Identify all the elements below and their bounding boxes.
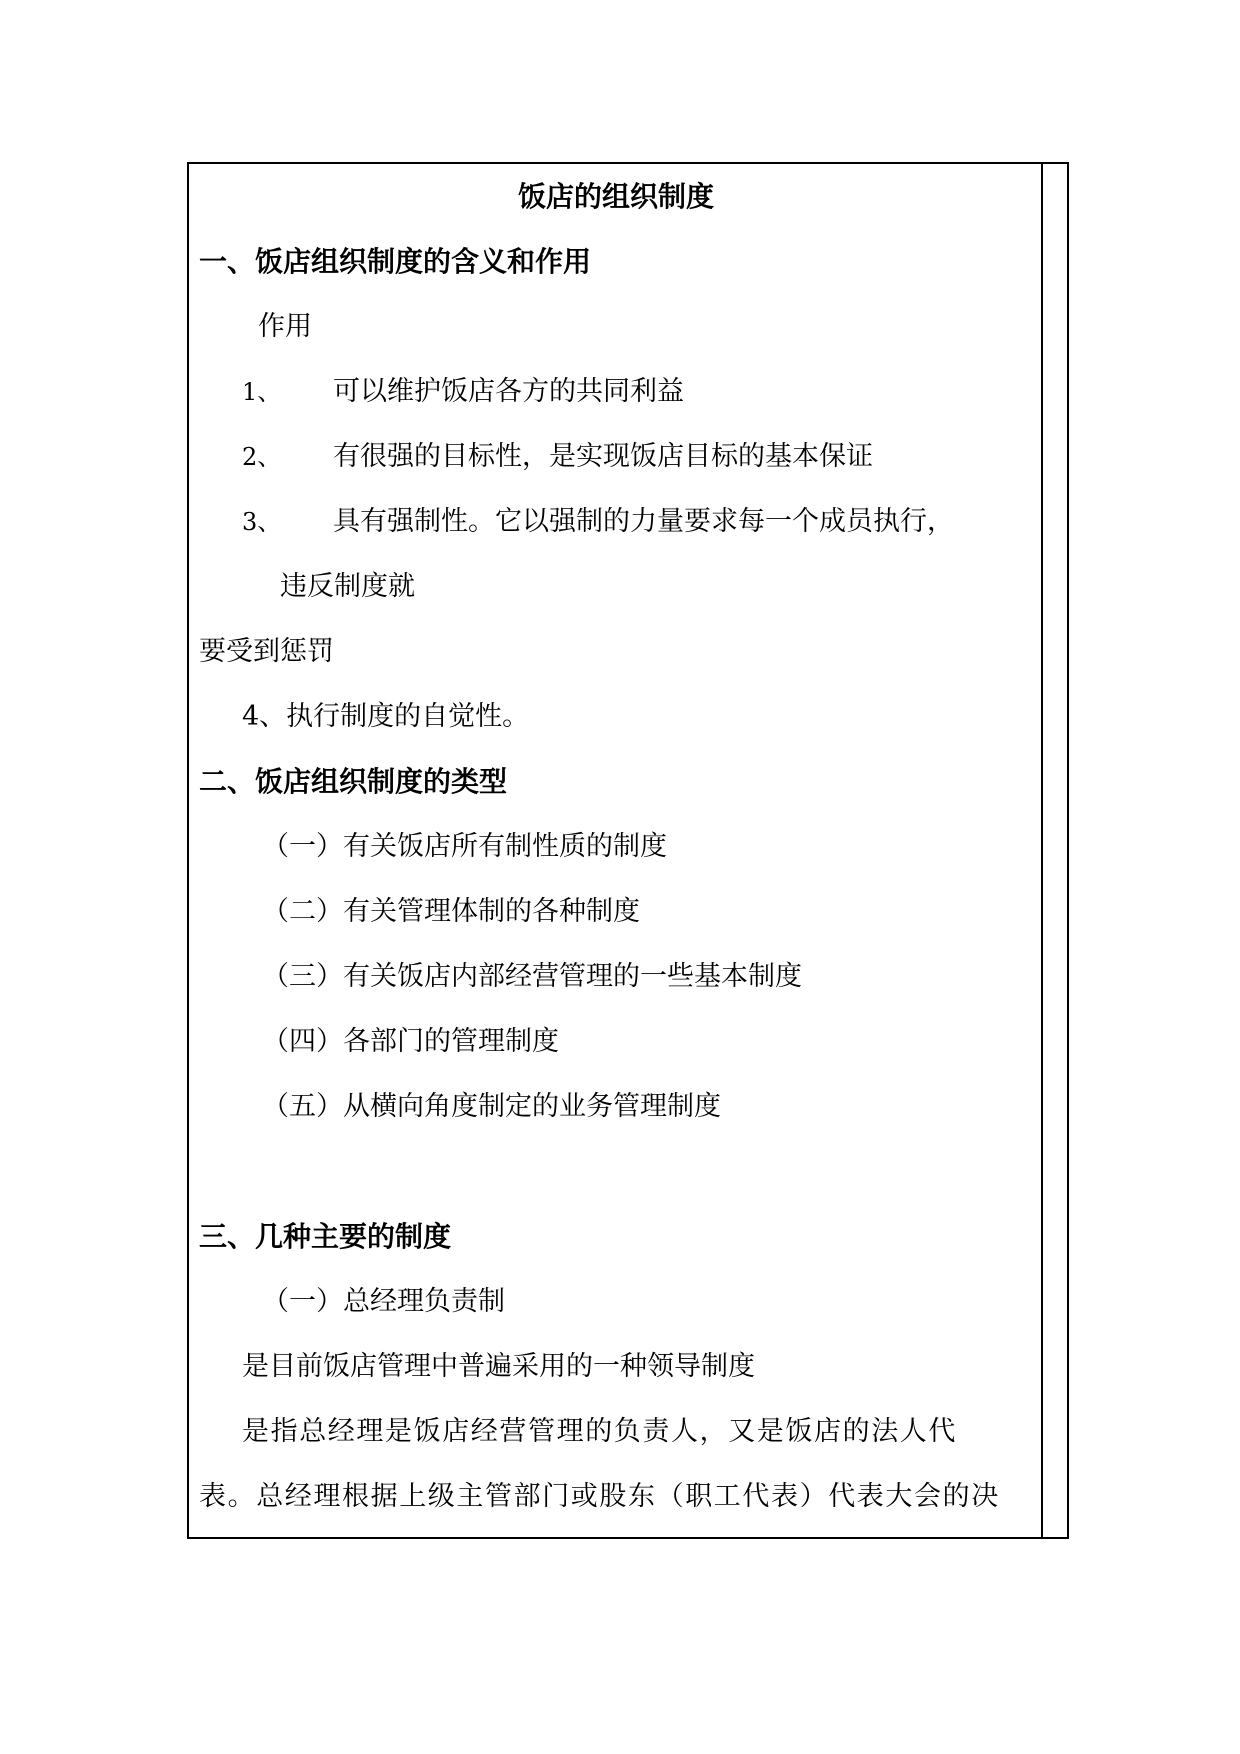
paragraph: 是指总经理是饭店经营管理的负责人，又是饭店的法人代 (242, 1416, 957, 1447)
list-item-number: 2、 (242, 443, 282, 471)
table-column-divider (1041, 162, 1043, 1539)
section-3-subheading: （一）总经理负责制 (262, 1286, 505, 1317)
list-item-number: 1、 (242, 378, 282, 406)
document-title: 饭店的组织制度 (518, 180, 715, 213)
list-item-text: 具有强制性。它以强制的力量要求每一个成员执行， (333, 506, 954, 537)
paragraph: 是目前饭店管理中普遍采用的一种领导制度 (242, 1351, 755, 1382)
list-item-text: 可以维护饭店各方的共同利益 (333, 376, 684, 407)
section-1-subheading: 作用 (258, 311, 312, 342)
list-item-continuation: 违反制度就 (280, 571, 415, 602)
list-item-text: 4、执行制度的自觉性。 (242, 701, 530, 732)
list-item-continuation: 要受到惩罚 (199, 636, 334, 667)
type-list-item: （三）有关饭店内部经营管理的一些基本制度 (262, 961, 802, 992)
section-2-heading: 二、饭店组织制度的类型 (199, 765, 508, 798)
section-1-heading: 一、饭店组织制度的含义和作用 (199, 245, 592, 278)
type-list-item: （五）从横向角度制定的业务管理制度 (262, 1091, 721, 1122)
type-list-item: （一）有关饭店所有制性质的制度 (262, 831, 667, 862)
section-3-heading: 三、几种主要的制度 (199, 1220, 452, 1253)
type-list-item: （四）各部门的管理制度 (262, 1026, 559, 1057)
paragraph: 表。总经理根据上级主管部门或股东（职工代表）代表大会的决 (199, 1481, 1000, 1512)
list-item-text: 有很强的目标性，是实现饭店目标的基本保证 (333, 441, 873, 472)
type-list-item: （二）有关管理体制的各种制度 (262, 896, 640, 927)
list-item-number: 3、 (242, 508, 282, 536)
